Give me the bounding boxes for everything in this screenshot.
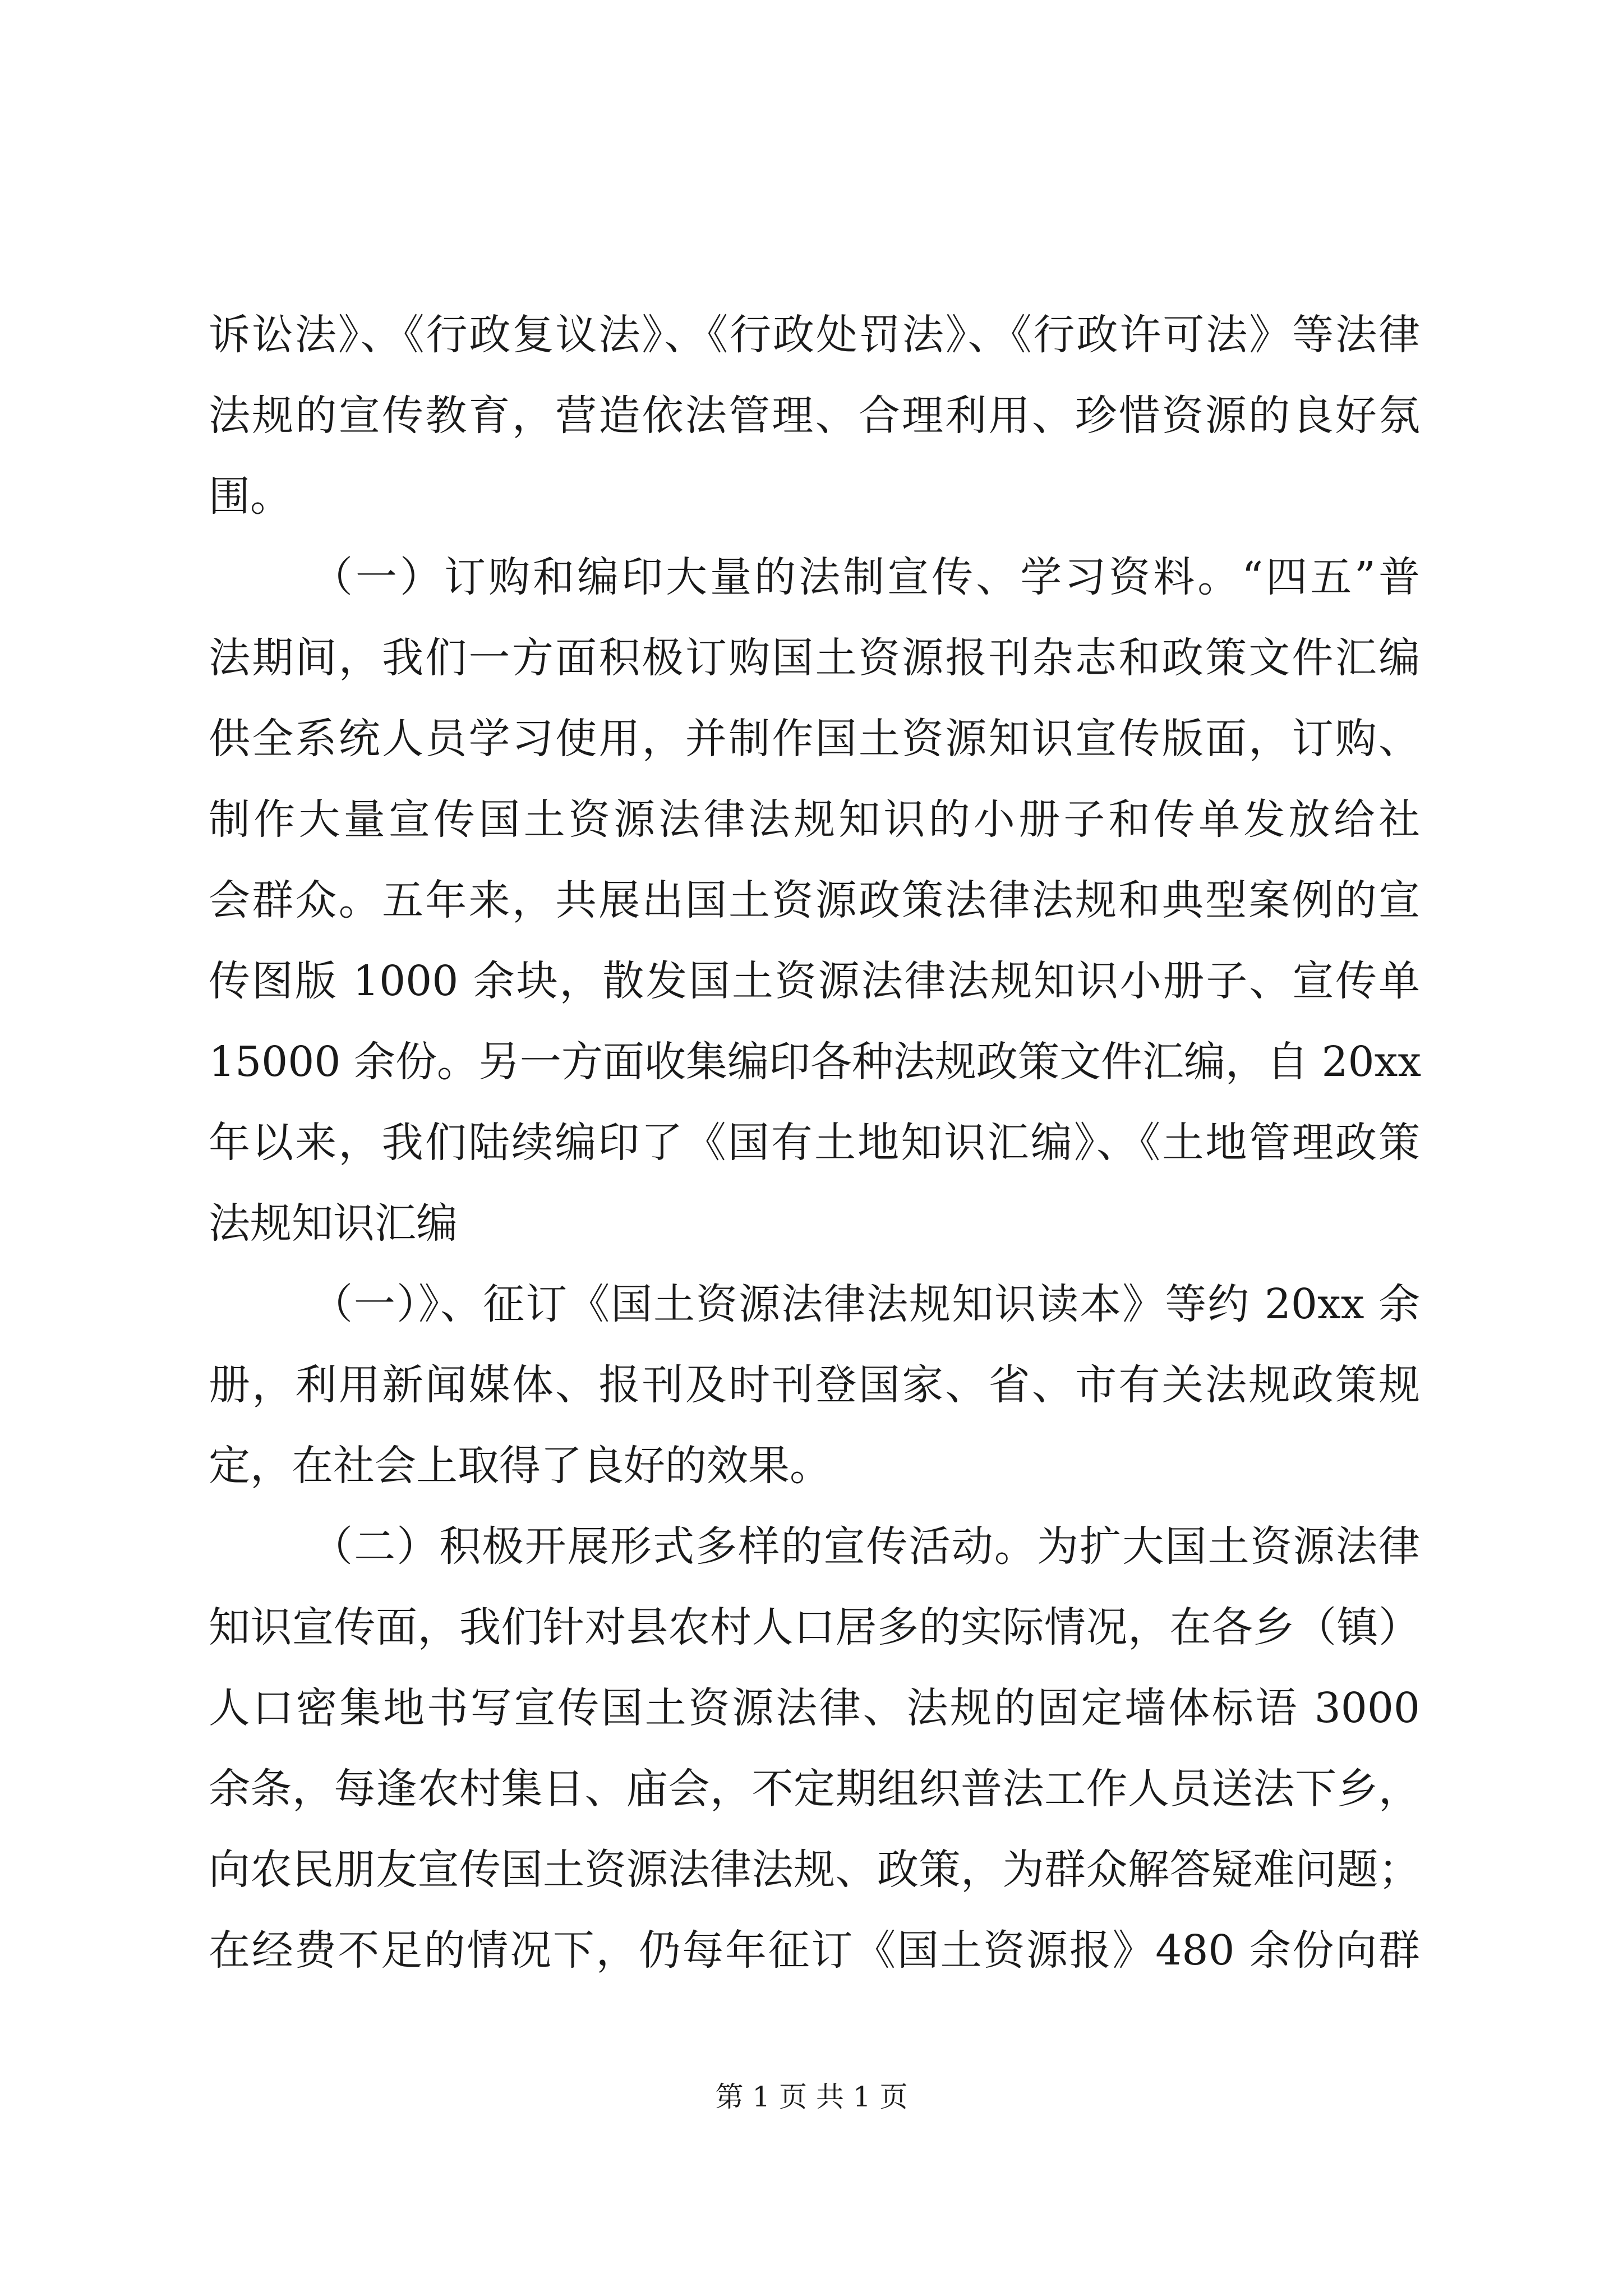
text-line: 诉讼法》、《行政复议法》、《行政处罚法》、《行政许可法》等法律 [209, 311, 1420, 359]
text-line: 册，利用新闻媒体、报刊及时刊登国家、省、市有关法规政策规 [209, 1361, 1420, 1409]
text-line: 人口密集地书写宣传国土资源法律、法规的固定墙体标语 3000 [209, 1684, 1420, 1732]
text-line: 制作大量宣传国土资源法律法规知识的小册子和传单发放给社 [209, 795, 1420, 844]
text-line: 法规的宣传教育，营造依法管理、合理利用、珍惜资源的良好氛 [209, 392, 1420, 440]
text-line: （一）订购和编印大量的法制宣传、学习资料。“四五”普 [311, 553, 1420, 601]
text-line: 年以来，我们陆续编印了《国有土地知识汇编》、《土地管理政策 [209, 1119, 1420, 1167]
text-line: 法期间，我们一方面积极订购国土资源报刊杂志和政策文件汇编 [209, 634, 1420, 682]
text-line: 定，在社会上取得了良好的效果。 [209, 1442, 831, 1490]
text-line: （二）积极开展形式多样的宣传活动。为扩大国土资源法律 [311, 1522, 1420, 1571]
text-line: （一）》、征订《国土资源法律法规知识读本》等约 20xx 余 [311, 1280, 1420, 1328]
text-line: 会群众。五年来，共展出国土资源政策法律法规和典型案例的宣 [209, 876, 1420, 924]
text-line: 传图版 1000 余块，散发国土资源法律法规知识小册子、宣传单 [209, 957, 1420, 1005]
text-line: 在经费不足的情况下，仍每年征订《国土资源报》480 余份向群 [209, 1926, 1420, 1975]
text-line: 余条，每逢农村集日、庙会，不定期组织普法工作人员送法下乡， [209, 1765, 1420, 1813]
text-line: 15000 余份。另一方面收集编印各种法规政策文件汇编，自 20xx [209, 1038, 1422, 1086]
text-line: 围。 [209, 472, 292, 521]
text-line: 供全系统人员学习使用，并制作国土资源知识宣传版面，订购、 [209, 715, 1420, 763]
page-number-footer: 第 1 页 共 1 页 [715, 2081, 908, 2113]
text-line: 知识宣传面，我们针对县农村人口居多的实际情况，在各乡（镇） [209, 1603, 1420, 1651]
text-line: 向农民朋友宣传国土资源法律法规、政策，为群众解答疑难问题； [209, 1846, 1420, 1894]
text-line: 法规知识汇编 [209, 1199, 458, 1248]
